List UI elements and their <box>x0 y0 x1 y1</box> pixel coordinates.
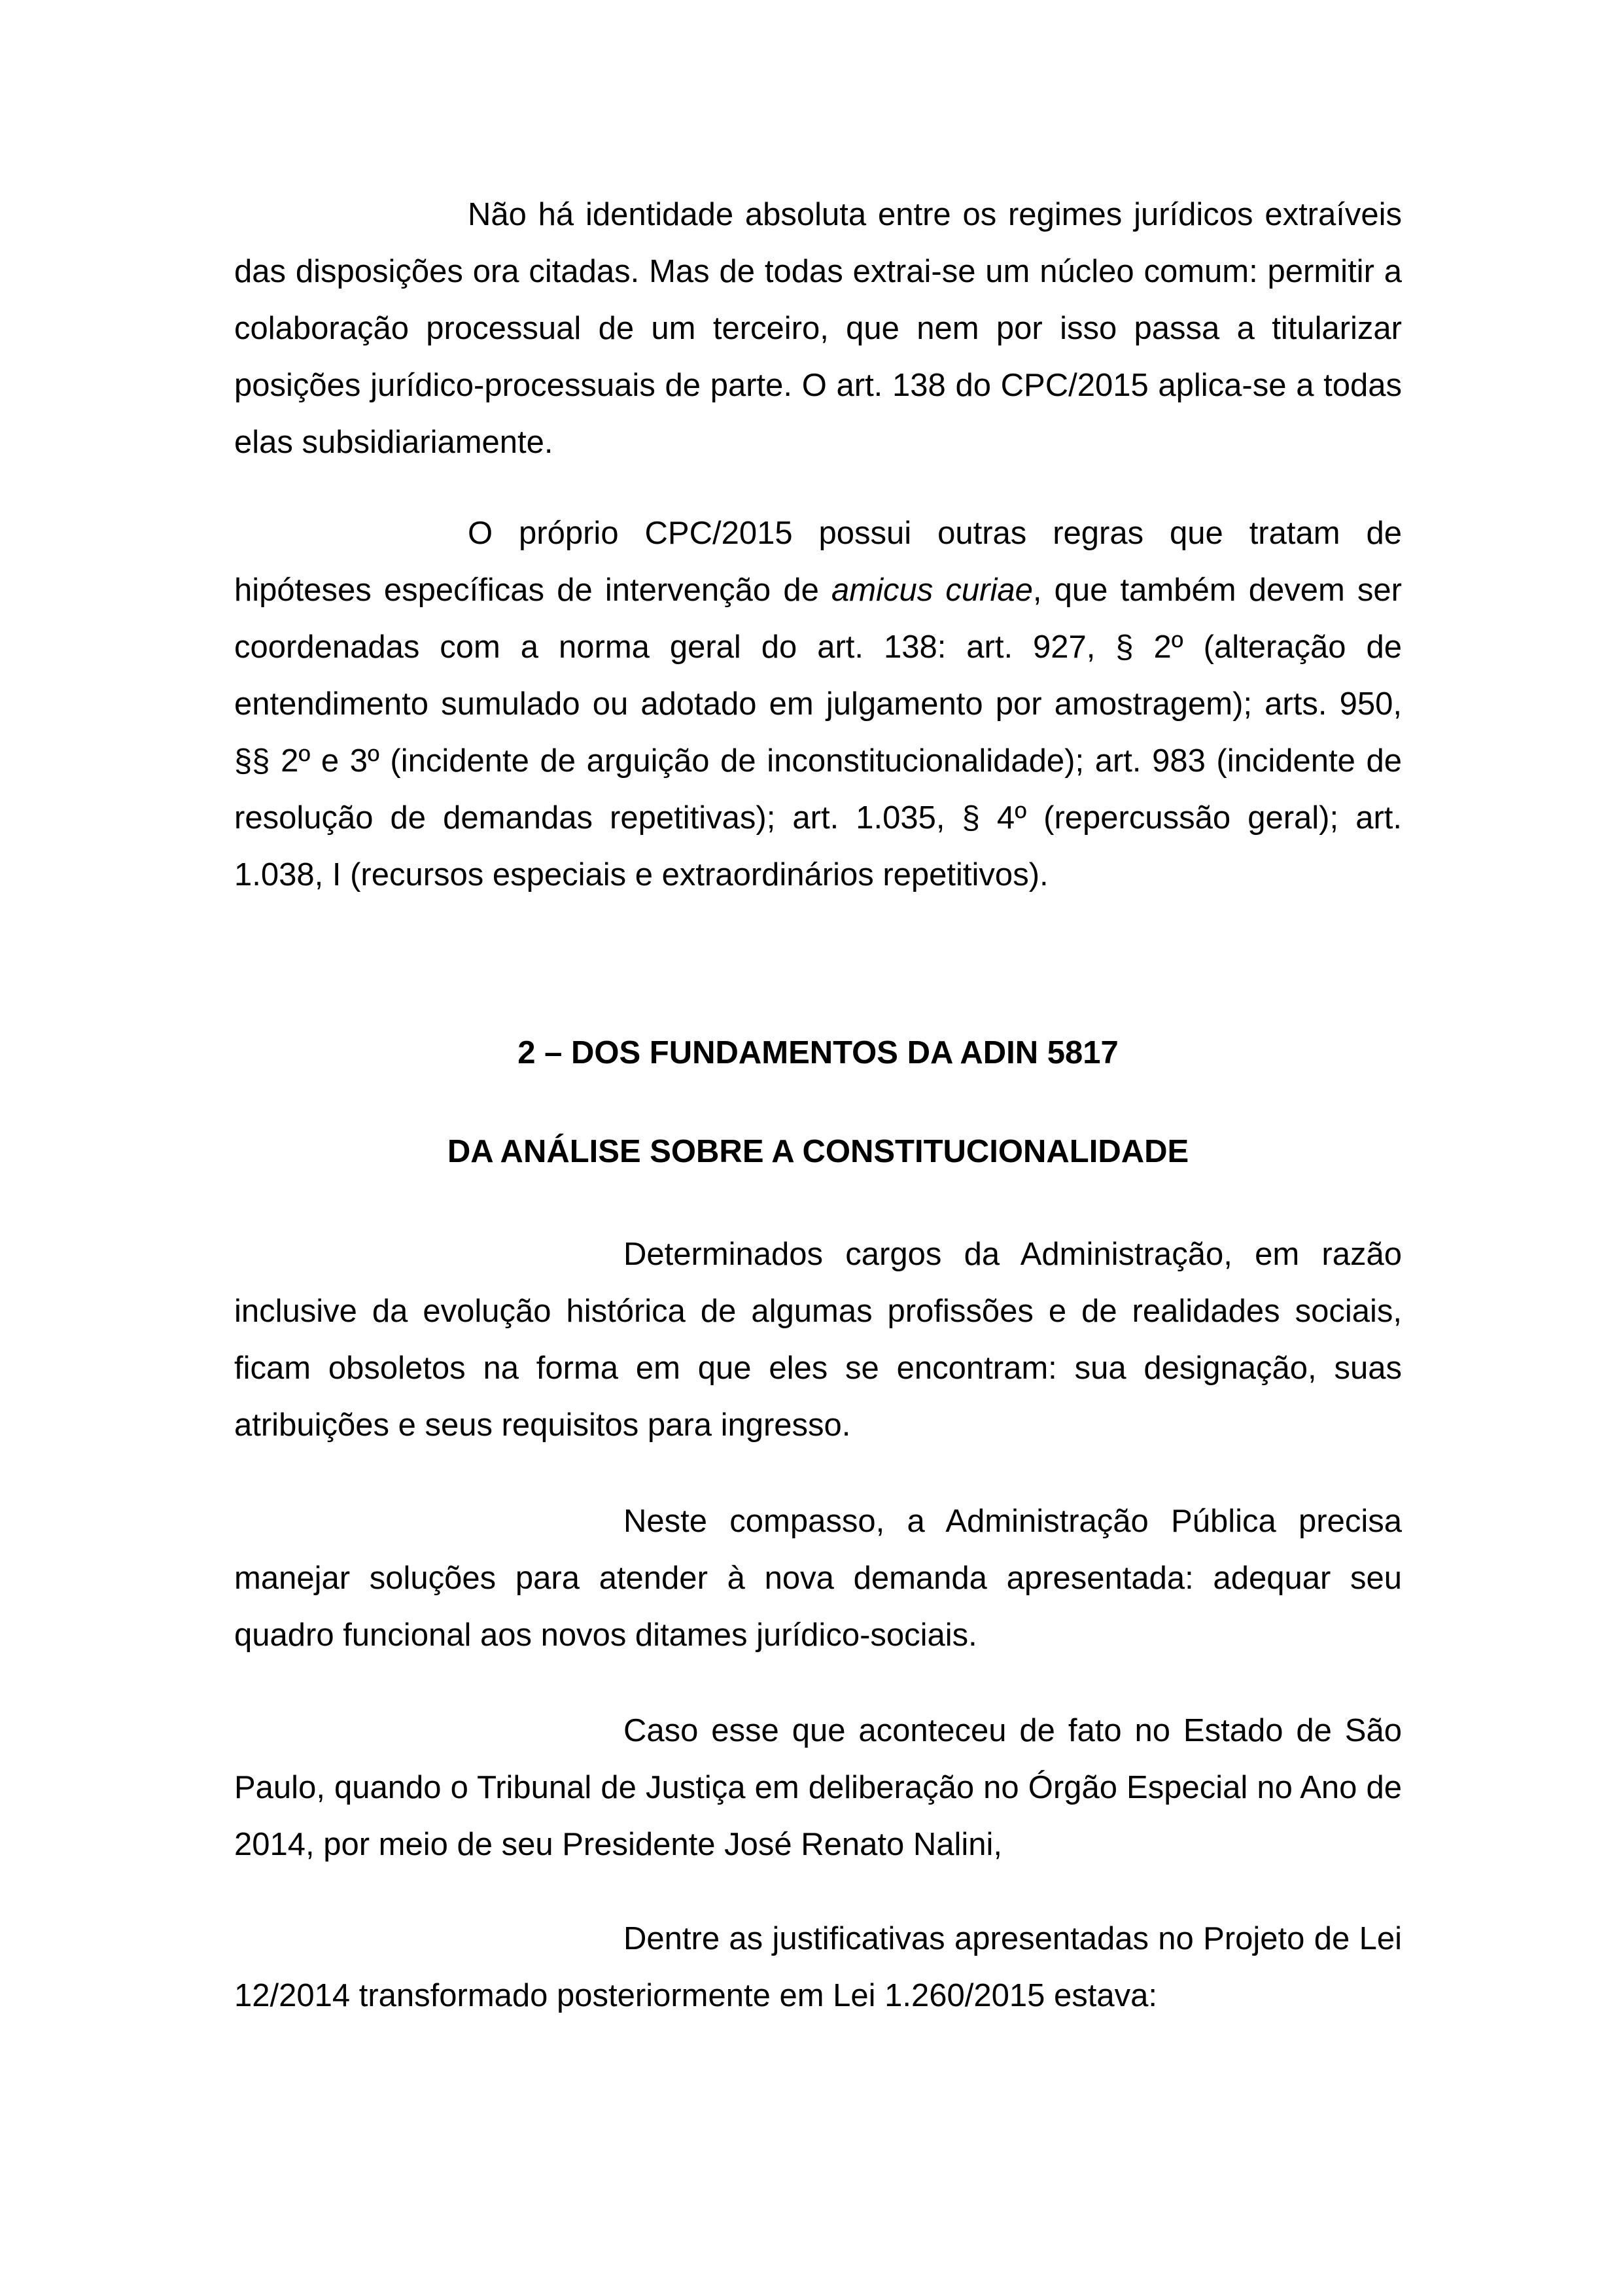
section-heading: 2 – DOS FUNDAMENTOS DA ADIN 5817 <box>517 1035 1119 1070</box>
paragraph-4: Neste compasso, a Administração Pública precisa manejar soluções para atender à nova demanda apresentada: adequar seu quadro funcional aos novos ditames jurídico-sociais. <box>234 1504 1402 1653</box>
paragraph-1: Não há identidade absoluta entre os regimes jurídicos extraíveis das disposições ora citadas. Mas de todas extrai-se um núcleo comum: permitir a colaboração processual de um terceiro, que nem por isso passa a titularizar posições jurídico-processuais de parte. O art. 138 do CPC/2015 aplica-se a todas elas subsidiariamente. <box>234 197 1402 460</box>
paragraph-2 <box>234 505 1402 904</box>
paragraph-3: Determinados cargos da Administração, em razão inclusive da evolução histórica de algumas profissões e de realidades sociais, ficam obsoletos na forma em que eles se encontram: sua designação, suas atribuições e seus requisitos para ingresso. <box>234 1237 1402 1443</box>
paragraph-2-italic-term: amicus curiae <box>831 573 1033 608</box>
subsection-heading: DA ANÁLISE SOBRE A CONSTITUCIONALIDADE <box>447 1134 1189 1169</box>
paragraph-2-text-start: O próprio CPC/2015 possui outras regras que tratam de hipóteses específicas de intervenção de <box>234 516 1402 608</box>
paragraph-6: Dentre as justificativas apresentadas no Projeto de Lei 12/2014 transformado posteriormente em Lei 1.260/2015 estava: <box>234 1921 1402 2013</box>
paragraph-2-text-end: , que também devem ser coordenadas com a norma geral do art. 138: art. 927, § 2º (alteração de entendimento sumulado ou adotado em julgamento por amostragem); arts. 950, §§ 2º e 3º (incidente de arguição de inconstitucionalidade); art. 983 (incidente de resolução de demandas repetitivas); art. 1.035, § 4º (repercussão geral); art. 1.038, I (recursos especiais e extraordinários repetitivos). <box>234 573 1402 892</box>
paragraph-5: Caso esse que aconteceu de fato no Estado de São Paulo, quando o Tribunal de Justiça em deliberação no Órgão Especial no Ano de 2014, por meio de seu Presidente José Renato Nalini, <box>234 1713 1402 1862</box>
